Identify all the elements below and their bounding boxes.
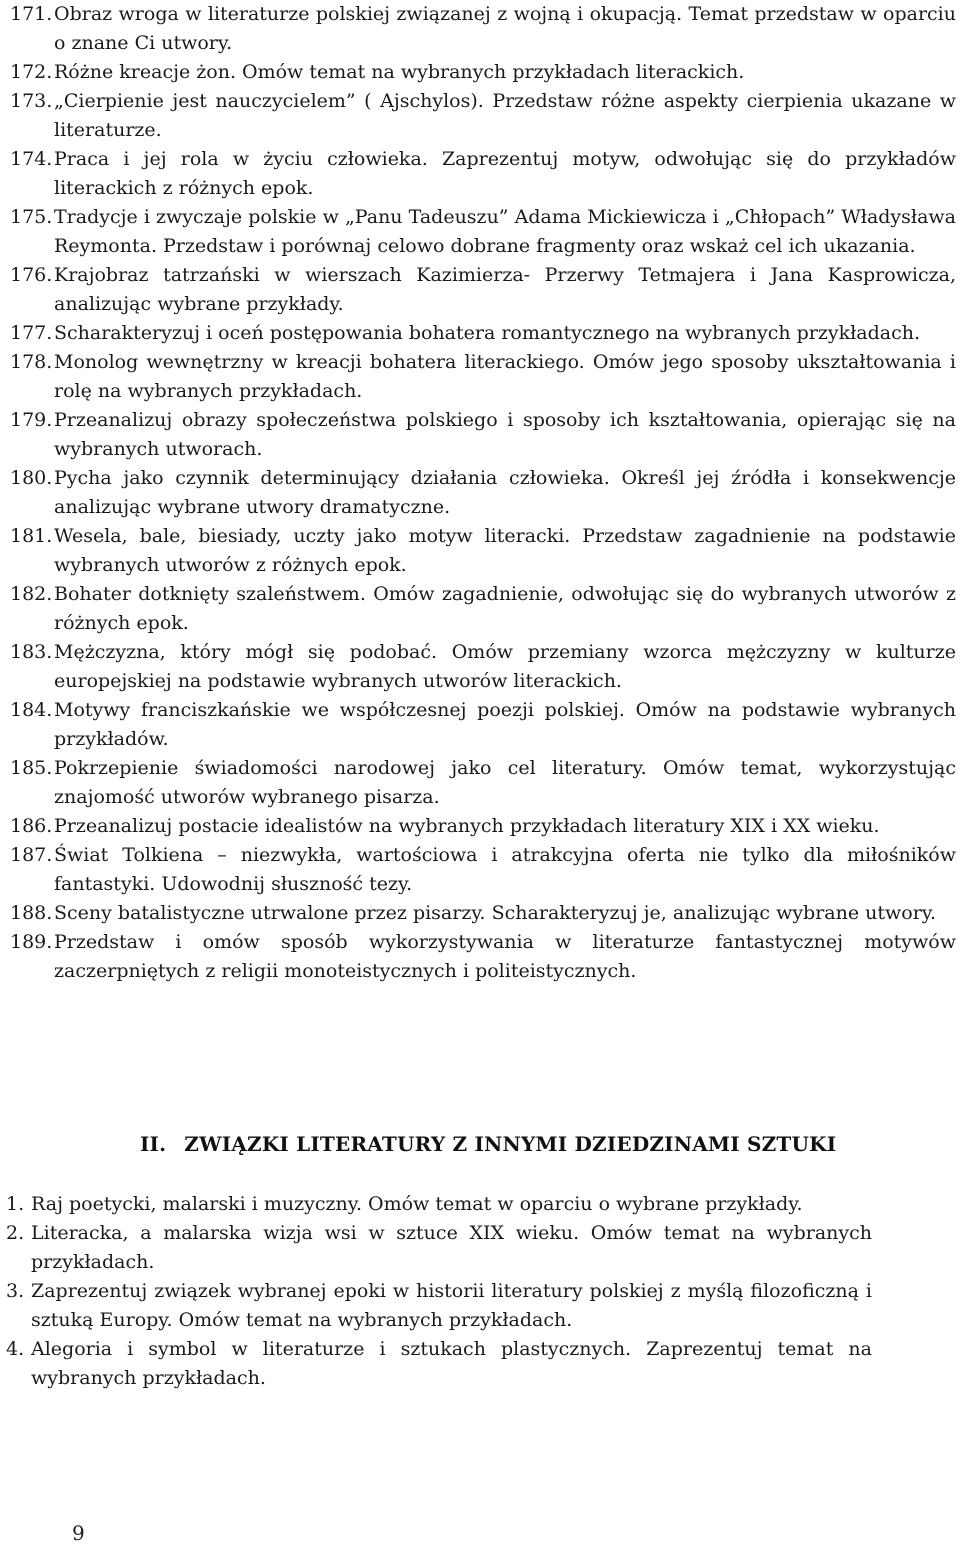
item-text: Przedstaw i omów sposób wykorzystywania w literaturze fantastycznej motywów zaczerpniętych z religii monoteistycznych i politeistycznych. [54, 931, 956, 982]
item-number: 1. [6, 1193, 25, 1215]
topic-list-literature [10, 0, 956, 986]
item-number: 187. [10, 844, 53, 866]
list-item [6, 1335, 872, 1393]
list-item [10, 638, 956, 696]
item-text: Literacka, a malarska wizja wsi w sztuce XIX wieku. Omów temat na wybranych przykładach. [31, 1222, 872, 1273]
item-text: Scharakteryzuj i oceń postępowania bohatera romantycznego na wybranych przykładach. [54, 322, 921, 344]
item-text: Świat Tolkiena – niezwykła, wartościowa i atrakcyjna oferta nie tylko dla miłośników fantastyki. Udowodnij słuszność tezy. [54, 844, 956, 895]
item-text: Tradycje i zwyczaje polskie w „Panu Tadeuszu” Adama Mickiewicza i „Chłopach” Władysława Reymonta. Przedstaw i porównaj celowo dobrane fragmenty oraz wskaż cel ich ukazania. [54, 206, 956, 257]
item-text: Obraz wroga w literaturze polskiej związanej z wojną i okupacją. Temat przedstaw w oparciu o znane Ci utwory. [54, 3, 956, 54]
item-number: 184. [10, 699, 53, 721]
page-number: 9 [72, 1521, 85, 1545]
item-number: 179. [10, 409, 53, 431]
item-number: 3. [6, 1280, 25, 1302]
item-text: Bohater dotknięty szaleństwem. Omów zagadnienie, odwołując się do wybranych utworów z różnych epok. [54, 583, 956, 634]
list-item [10, 0, 956, 58]
item-number: 173. [10, 90, 53, 112]
list-item [10, 928, 956, 986]
item-number: 182. [10, 583, 53, 605]
item-number: 172. [10, 61, 53, 83]
item-number: 183. [10, 641, 53, 663]
item-number: 4. [6, 1338, 25, 1360]
list-item [10, 58, 956, 87]
item-number: 175. [10, 206, 53, 228]
item-text: Przeanalizuj postacie idealistów na wybranych przykładach literatury XIX i XX wieku. [54, 815, 880, 837]
topic-list-arts [6, 1190, 872, 1393]
item-text: Mężczyzna, który mógł się podobać. Omów przemiany wzorca mężczyzny w kulturze europejskiej na podstawie wybranych utworów literackich. [54, 641, 956, 692]
list-item [10, 580, 956, 638]
item-text: Raj poetycki, malarski i muzyczny. Omów temat w oparciu o wybrane przykłady. [31, 1193, 803, 1215]
item-text: Zaprezentuj związek wybranej epoki w historii literatury polskiej z myślą filozoficzną i sztuką Europy. Omów temat na wybranych przykładach. [31, 1280, 872, 1331]
item-text: Różne kreacje żon. Omów temat na wybranych przykładach literackich. [54, 61, 745, 83]
list-item [10, 464, 956, 522]
item-text: Pycha jako czynnik determinujący działania człowieka. Określ jej źródła i konsekwencje analizując wybrane utwory dramatyczne. [54, 467, 956, 518]
item-number: 177. [10, 322, 53, 344]
list-item [10, 841, 956, 899]
list-item [10, 203, 956, 261]
item-number: 2. [6, 1222, 25, 1244]
list-item [6, 1277, 872, 1335]
item-number: 178. [10, 351, 53, 373]
list-item [10, 522, 956, 580]
item-number: 189. [10, 931, 53, 953]
item-text: Alegoria i symbol w literaturze i sztukach plastycznych. Zaprezentuj temat na wybranych przykładach. [31, 1338, 872, 1389]
list-item [10, 319, 956, 348]
list-item [10, 145, 956, 203]
item-number: 176. [10, 264, 53, 286]
item-number: 174. [10, 148, 53, 170]
item-text: Monolog wewnętrzny w kreacji bohatera literackiego. Omów jego sposoby ukształtowania i rolę na wybranych przykładach. [54, 351, 956, 402]
list-item [10, 87, 956, 145]
section-heading [140, 1132, 836, 1156]
list-item [10, 696, 956, 754]
item-text: Sceny batalistyczne utrwalone przez pisarzy. Scharakteryzuj je, analizując wybrane utwory. [54, 902, 937, 924]
item-text: Wesela, bale, biesiady, uczty jako motyw literacki. Przedstaw zagadnienie na podstawie wybranych utworów z różnych epok. [54, 525, 956, 576]
item-number: 185. [10, 757, 53, 779]
item-number: 188. [10, 902, 53, 924]
item-number: 171. [10, 3, 53, 25]
list-item [10, 406, 956, 464]
section-number: II. [140, 1132, 167, 1156]
item-number: 180. [10, 467, 53, 489]
item-text: Krajobraz tatrzański w wierszach Kazimierza- Przerwy Tetmajera i Jana Kasprowicza, analizując wybrane przykłady. [54, 264, 956, 315]
list-item [10, 348, 956, 406]
item-number: 181. [10, 525, 53, 547]
item-number: 186. [10, 815, 53, 837]
list-item [6, 1219, 872, 1277]
item-text: „Cierpienie jest nauczycielem” ( Ajschylos). Przedstaw różne aspekty cierpienia ukazane w literaturze. [54, 90, 956, 141]
item-text: Przeanalizuj obrazy społeczeństwa polskiego i sposoby ich kształtowania, opierając się na wybranych utworach. [54, 409, 956, 460]
item-text: Motywy franciszkańskie we współczesnej poezji polskiej. Omów na podstawie wybranych przykładów. [54, 699, 956, 750]
list-item [6, 1190, 872, 1219]
item-text: Pokrzepienie świadomości narodowej jako cel literatury. Omów temat, wykorzystując znajomość utworów wybranego pisarza. [54, 757, 956, 808]
list-item [10, 261, 956, 319]
section-title: ZWIĄZKI LITERATURY Z INNYMI DZIEDZINAMI SZTUKI [184, 1132, 837, 1156]
item-text: Praca i jej rola w życiu człowieka. Zaprezentuj motyw, odwołując się do przykładów literackich z różnych epok. [54, 148, 956, 199]
list-item [10, 899, 956, 928]
list-item [10, 754, 956, 812]
list-item [10, 812, 956, 841]
